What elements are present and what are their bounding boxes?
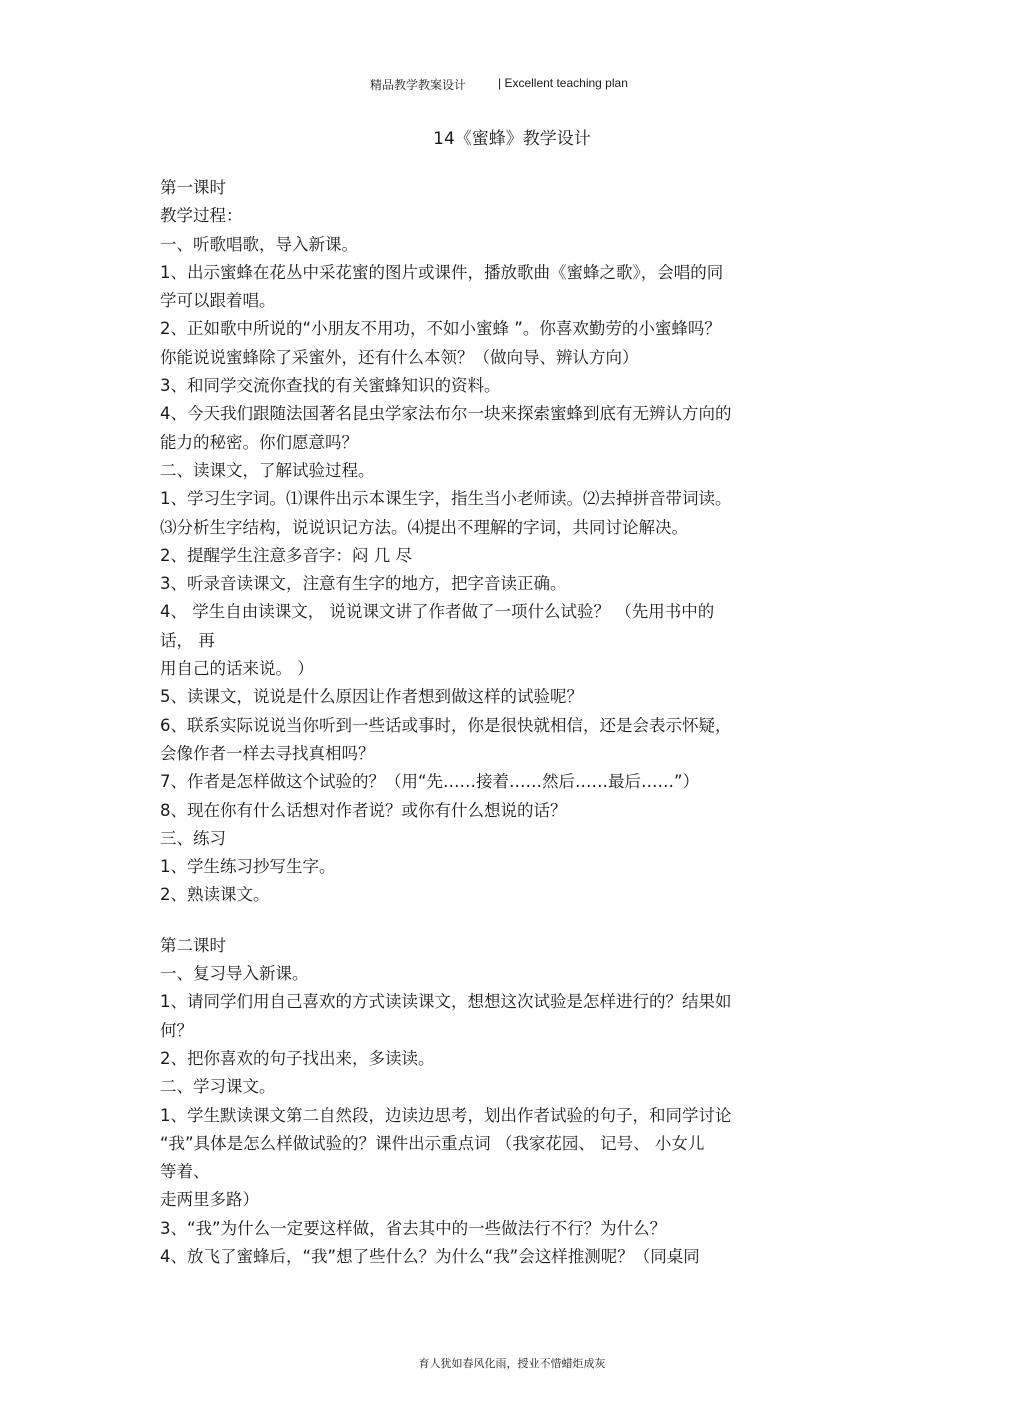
document-title: 14《蜜蜂》教学设计 [433, 129, 591, 149]
text-line: 1、出示蜜蜂在花丛中采花蜜的图片或课件，播放歌曲《蜜蜂之歌》，会唱的同 [160, 262, 724, 282]
text-line: 走两里多路） [160, 1190, 259, 1210]
text-line: 一、复习导入新课。 [160, 964, 309, 984]
text-line: 你能说说蜜蜂除了采蜜外，还有什么本领？（做向导、辨认方向） [160, 347, 639, 367]
text-line: 话， 再 [160, 630, 215, 650]
text-line: 2、正如歌中所说的“小朋友不用功，不如小蜜蜂 ”。你喜欢勤劳的小蜜蜂吗？ [160, 319, 721, 339]
text-line: 8、现在你有什么话想对作者说？或你有什么想说的话？ [160, 800, 567, 820]
text-line: 能力的秘密。你们愿意吗？ [160, 432, 358, 452]
text-line: 会像作者一样去寻找真相吗？ [160, 743, 375, 763]
text-line: ⑶分析生字结构，说说识记方法。⑷提出不理解的字词，共同讨论解决。 [160, 517, 688, 537]
text-line: 第一课时 [160, 178, 226, 197]
section-spacer [160, 910, 860, 932]
text-line: 何？ [160, 1020, 193, 1040]
text-line: 3、听录音读课文，注意有生字的地方，把字音读正确。 [160, 574, 567, 594]
document-body [160, 174, 860, 1271]
text-line: 第二课时 [160, 935, 226, 955]
header-left-text: 精品教学教案设计 [370, 78, 467, 92]
text-line: 三、练习 [160, 828, 226, 848]
text-line: “我”具体是怎么样做试验的？课件出示重点词 （我家花园、 记号、 小女儿 [160, 1133, 705, 1153]
text-line: 1、学生练习抄写生字。 [160, 857, 336, 877]
text-line: 4、放飞了蜜蜂后，“我”想了些什么？为什么“我”会这样推测呢？（同桌同 [160, 1246, 700, 1266]
lesson-two [160, 932, 860, 1272]
text-line: 5、读课文，说说是什么原因让作者想到做这样的试验呢？ [160, 687, 583, 707]
text-line: 1、学生默读课文第二自然段，边读边思考，划出作者试验的句子，和同学讨论 [160, 1105, 732, 1125]
text-line: 1、学习生字词。⑴课件出示本课生字，指生当小老师读。⑵去掉拼音带词读。 [160, 489, 732, 509]
text-line: 3、“我”为什么一定要这样做，省去其中的一些做法行不行？为什么？ [160, 1218, 667, 1238]
text-line: 1、请同学们用自己喜欢的方式读读课文，想想这次试验是怎样进行的？结果如 [160, 992, 732, 1012]
page-footer: 育人犹如春风化雨，授业不惜蜡炬成灰 [418, 1357, 606, 1370]
text-line: 2、提醒学生注意多音字：闷 几 尽 [160, 545, 412, 565]
text-line: 二、学习课文。 [160, 1077, 276, 1097]
header-right-text: | Excellent teaching plan [498, 76, 628, 90]
text-line: 用自己的话来说。 ） [160, 659, 314, 679]
text-line: 一、听歌唱歌，导入新课。 [160, 234, 358, 254]
text-line: 学可以跟着唱。 [160, 291, 276, 311]
lesson-one [160, 174, 860, 910]
text-line: 二、读课文，了解试验过程。 [160, 460, 375, 480]
text-line: 4、 学生自由读课文， 说说课文讲了作者做了一项什么试验？ （先用书中的 [160, 602, 715, 622]
text-line: 2、熟读课文。 [160, 885, 270, 905]
text-line: 等着、 [160, 1162, 210, 1182]
text-line: 教学过程： [160, 206, 243, 226]
text-line: 2、把你喜欢的句子找出来，多读读。 [160, 1048, 435, 1068]
text-line: 3、和同学交流你查找的有关蜜蜂知识的资料。 [160, 376, 501, 396]
text-line: 6、联系实际说说当你听到一些话或事时，你是很快就相信，还是会表示怀疑， [160, 715, 732, 735]
text-line: 7、作者是怎样做这个试验的？（用“先……接着……然后……最后……”） [160, 772, 700, 792]
text-line: 4、今天我们跟随法国著名昆虫学家法布尔一块来探索蜜蜂到底有无辨认方向的 [160, 404, 732, 424]
